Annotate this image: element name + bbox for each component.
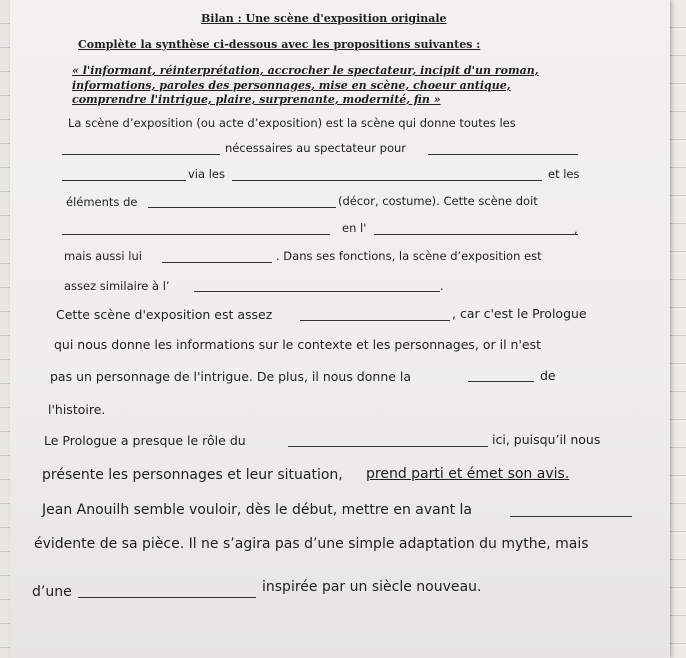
text-line-16a: d’une <box>32 584 72 600</box>
word-bank-line-3: comprendre l'intrigue, plaire, surprenante, modernité, fin » <box>72 93 441 106</box>
text-line-7b: . <box>440 279 444 293</box>
blank-10[interactable] <box>300 320 450 321</box>
text-line-11: l'histoire. <box>48 402 106 417</box>
instruction: Complète la synthèse ci-dessous avec les propositions suivantes : <box>78 38 481 51</box>
text-line-15: évidente de sa pièce. Il ne s’agira pas d’une simple adaptation du mythe, mais <box>34 536 589 552</box>
blank-6[interactable] <box>62 234 330 235</box>
text-line-5a: en l' <box>342 221 367 235</box>
text-line-8b: , car c'est le Prologue <box>452 306 587 321</box>
blank-3[interactable] <box>62 180 186 181</box>
blank-8[interactable] <box>162 262 272 263</box>
text-line-2: nécessaires au spectateur pour <box>225 141 407 155</box>
text-line-4a: éléments de <box>66 195 138 209</box>
text-line-12b: ici, puisqu’il nous <box>492 432 601 447</box>
blank-4[interactable] <box>232 180 542 181</box>
text-line-10b: de <box>540 368 556 383</box>
blank-5[interactable] <box>148 207 336 208</box>
blank-12[interactable] <box>288 446 488 447</box>
text-line-6b: . Dans ses fonctions, la scène d’exposition est <box>276 249 542 263</box>
text-line-16b: inspirée par un siècle nouveau. <box>262 579 482 595</box>
text-line-3b: et les <box>548 167 580 181</box>
text-line-6a: mais aussi lui <box>64 249 142 263</box>
blank-13[interactable] <box>510 516 632 517</box>
blank-7[interactable] <box>374 234 578 235</box>
blank-2[interactable] <box>428 154 578 155</box>
text-line-13b: prend parti et émet son avis. <box>366 466 570 482</box>
text-line-8a: Cette scène d'exposition est assez <box>56 307 273 322</box>
text-line-7a: assez similaire à l’ <box>64 279 170 293</box>
text-line-4b: (décor, costume). Cette scène doit <box>338 194 538 208</box>
worksheet-title: Bilan : Une scène d'exposition originale <box>201 12 447 25</box>
text-line-12a: Le Prologue a presque le rôle du <box>44 433 246 448</box>
word-bank-line-2: informations, paroles des personnages, mise en scène, choeur antique, <box>72 79 511 92</box>
text-line-13a: présente les personnages et leur situation, <box>42 467 343 483</box>
text-line-1: La scène d’exposition (ou acte d’exposition) est la scène qui donne toutes les <box>68 116 516 130</box>
blank-9[interactable] <box>194 291 440 292</box>
text-line-9: qui nous donne les informations sur le contexte et les personnages, or il n'est <box>54 337 541 352</box>
text-line-14: Jean Anouilh semble vouloir, dès le début, mettre en avant la <box>42 502 472 518</box>
blank-14[interactable] <box>78 597 256 598</box>
blank-11[interactable] <box>468 381 534 382</box>
blank-1[interactable] <box>62 154 220 155</box>
text-line-10a: pas un personnage de l'intrigue. De plus, il nous donne la <box>50 369 412 384</box>
worksheet <box>10 0 670 658</box>
text-line-3a: via les <box>188 167 225 181</box>
text-line-5b: , <box>574 222 578 236</box>
word-bank-line-1: « l'informant, réinterprétation, accrocher le spectateur, incipit d'un roman, <box>72 64 539 77</box>
